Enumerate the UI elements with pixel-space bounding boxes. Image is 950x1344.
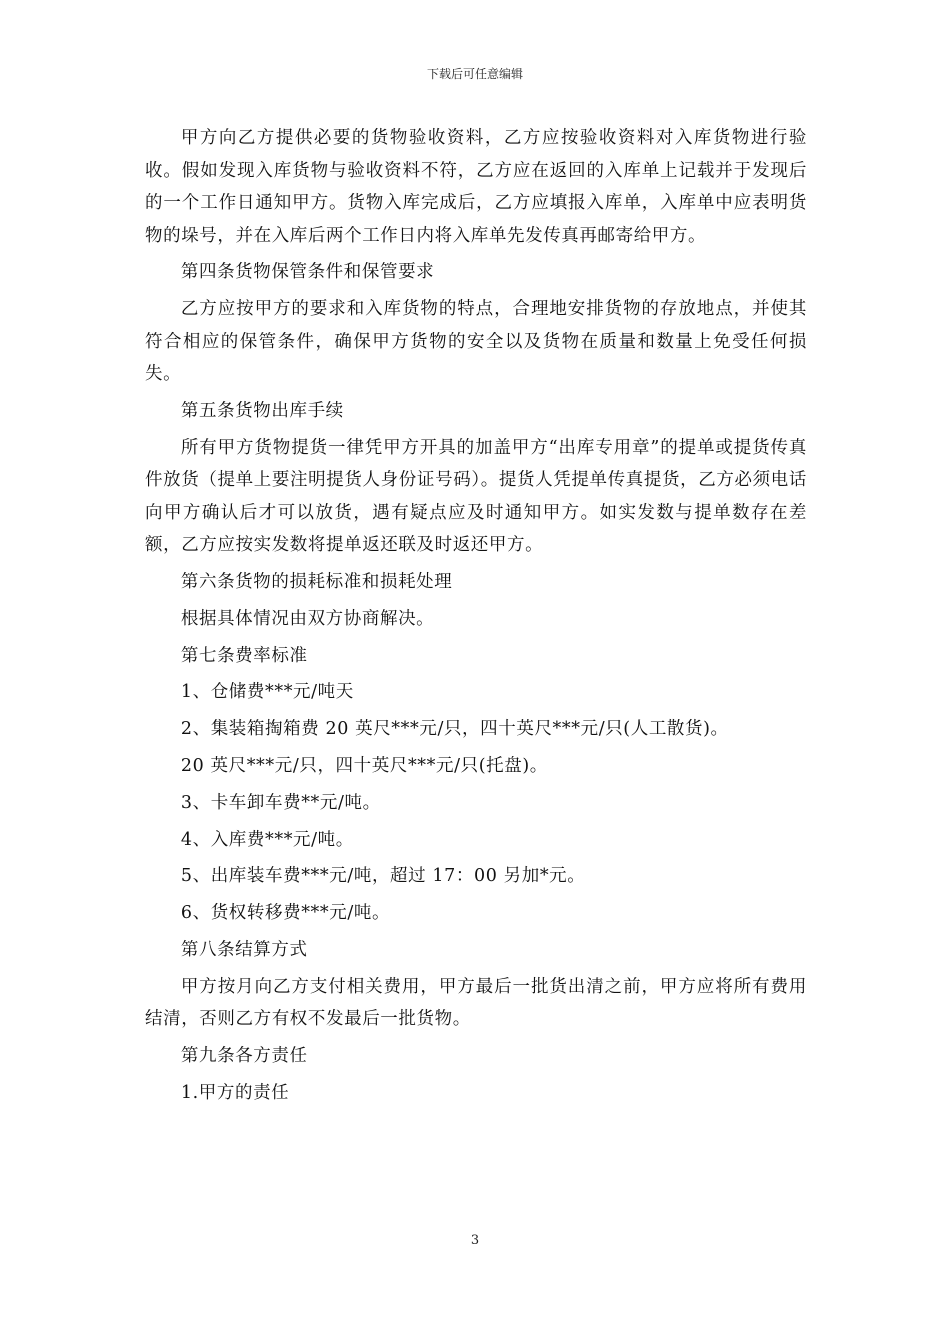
document-body <box>145 122 807 1114</box>
section-heading-article-8: 第八条结算方式 <box>180 939 308 960</box>
section-heading-article-6: 第六条货物的损耗标准和损耗处理 <box>180 571 453 592</box>
subheading-party-a-responsibility: 1.甲方的责任 <box>180 1082 290 1103</box>
paragraph-receiving-inspection: 甲方向乙方提供必要的货物验收资料，乙方应按验收资料对入库货物进行验收。假如发现入库货物与验收资料不符，乙方应在返回的入库单上记载并于发现后的一个工作日通知甲方。货物入库完成后，乙方应填报入库单，入库单中应表明货物的垛号，并在入库后两个工作日内将入库单先发传真再邮寄给甲方。 <box>145 128 807 246</box>
list-item-fee-3: 3、卡车卸车费**元/吨。 <box>180 792 381 813</box>
list-item-fee-5: 5、出库装车费***元/吨，超过 17：00 另加*元。 <box>180 866 586 887</box>
list-item-fee-1: 1、仓储费***元/吨天 <box>180 682 354 703</box>
page-header: 下载后可任意编辑 <box>426 67 523 81</box>
section-heading-article-9: 第九条各方责任 <box>180 1046 308 1067</box>
section-heading-article-5: 第五条货物出库手续 <box>180 400 344 421</box>
section-heading-article-4: 第四条货物保管条件和保管要求 <box>180 262 435 283</box>
paragraph-outbound-procedures: 所有甲方货物提货一律凭甲方开具的加盖甲方“出库专用章”的提单或提货传真件放货（提单上要注明提货人身份证号码）。提货人凭提单传真提货，乙方必须电话向甲方确认后才可以放货，遇有疑点应及时通知甲方。如实发数与提单数存在差额，乙方应按实发数将提单返还联及时返还甲方。 <box>145 437 807 556</box>
paragraph-settlement: 甲方按月向乙方支付相关费用，甲方最后一批货出清之前，甲方应将所有费用结清，否则乙方有权不发最后一批货物。 <box>145 976 807 1030</box>
paragraph-loss-handling: 根据具体情况由双方协商解决。 <box>180 608 435 629</box>
list-item-fee-4: 4、入库费***元/吨。 <box>180 829 354 850</box>
list-item-fee-2: 2、集装箱掏箱费 20 英尺***元/只，四十英尺***元/只(人工散货)。 <box>180 719 729 740</box>
section-heading-article-7: 第七条费率标准 <box>180 645 308 666</box>
list-item-fee-6: 6、货权转移费***元/吨。 <box>180 903 391 924</box>
page-number: 3 <box>470 1233 480 1248</box>
list-item-fee-2-pallet: 20 英尺***元/只，四十英尺***元/只(托盘)。 <box>180 755 548 776</box>
paragraph-storage-requirements: 乙方应按甲方的要求和入库货物的特点，合理地安排货物的存放地点，并使其符合相应的保管条件，确保甲方货物的安全以及货物在质量和数量上免受任何损失。 <box>145 299 807 385</box>
